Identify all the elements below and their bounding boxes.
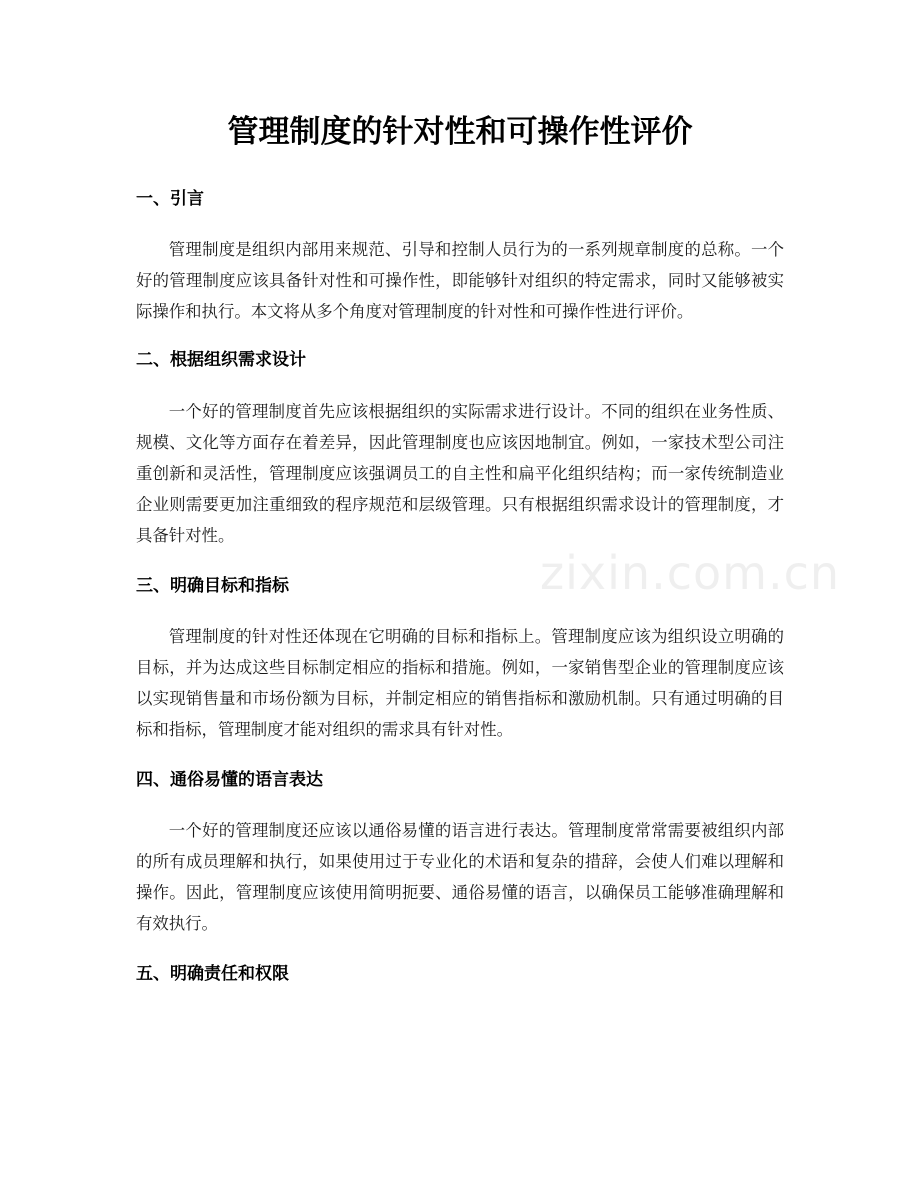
section-paragraph-introduction: 管理制度是组织内部用来规范、引导和控制人员行为的一系列规章制度的总称。一个好的管理制度应该具备针对性和可操作性，即能够针对组织的特定需求，同时又能够被实际操作和执行。本文将从多个角度对管理制度的针对性和可操作性进行评价。 — [136, 240, 784, 321]
section-heading-responsibility: 五、明确责任和权限 — [136, 964, 289, 984]
section-paragraph-goals: 管理制度的针对性还体现在它明确的目标和指标上。管理制度应该为组织设立明确的目标，并为达成这些目标制定相应的指标和措施。例如，一家销售型企业的管理制度应该以实现销售量和市场份额为目标，并制定相应的销售指标和激励机制。只有通过明确的目标和指标，管理制度才能对组织的需求具有针对性。 — [136, 627, 784, 739]
section-paragraph-org-needs: 一个好的管理制度首先应该根据组织的实际需求进行设计。不同的组织在业务性质、规模、文化等方面存在着差异，因此管理制度也应该因地制宜。例如，一家技术型公司注重创新和灵活性，管理制度应该强调员工的自主性和扁平化组织结构；而一家传统制造业企业则需要更加注重细致的程序规范和层级管理。只有根据组织需求设计的管理制度，才具备针对性。 — [136, 402, 784, 545]
section-paragraph-plain-language: 一个好的管理制度还应该以通俗易懂的语言进行表达。管理制度常常需要被组织内部的所有成员理解和执行，如果使用过于专业化的术语和复杂的措辞，会使人们难以理解和操作。因此，管理制度应该使用简明扼要、通俗易懂的语言，以确保员工能够准确理解和有效执行。 — [136, 821, 784, 933]
section-heading-introduction: 一、引言 — [136, 189, 204, 209]
section-heading-plain-language: 四、通俗易懂的语言表达 — [136, 770, 323, 790]
section-heading-goals: 三、明确目标和指标 — [136, 576, 289, 596]
section-heading-org-needs: 二、根据组织需求设计 — [136, 350, 306, 370]
watermark-text: zixin.com.cn — [540, 546, 841, 600]
document-title: 管理制度的针对性和可操作性评价 — [227, 114, 693, 150]
